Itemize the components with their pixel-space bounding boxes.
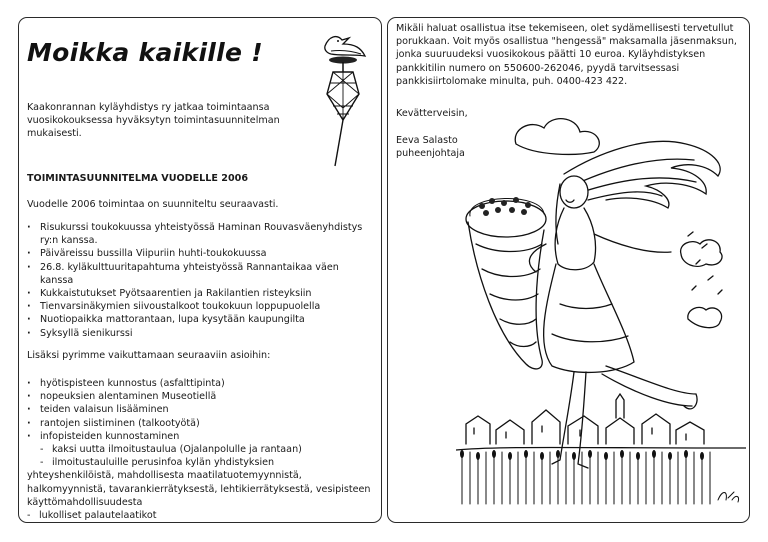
plan-list [27, 221, 375, 340]
aims-list [27, 377, 375, 522]
list-item-label: infopisteiden kunnostaminen [40, 430, 180, 442]
list-item [27, 430, 375, 470]
sub-item: - kaksi uutta ilmoitustaulua (Ojalanpolulle ja rantaan) [40, 443, 375, 456]
signer-name: Eeva Salasto [396, 135, 458, 146]
page-title: Moikka kaikille ! [27, 38, 264, 67]
sub-item: - lukolliset palautelaatikot [27, 509, 375, 522]
greeting: Kevätterveisin, [396, 108, 468, 119]
spring-maiden-with-cornucopia-illustration [456, 104, 746, 514]
list-item: · teiden valaisun lisääminen [27, 403, 375, 416]
list-item: · Tienvarsinäkymien siivoustalkoot toukokuun loppupuolella [27, 300, 375, 313]
sub-item: - ilmoitustauluille perusinfoa kylän yhdistyksien [40, 456, 375, 469]
seagull-on-net-float-icon [309, 28, 369, 168]
list-item: · Syksyllä sienikurssi [27, 327, 375, 340]
intro-text: Kaakonrannan kyläyhdistys ry jatkaa toimintaansa vuosikokouksessa hyväksytyn toimintasuunnitelman mukaisesti. [27, 102, 280, 140]
list-item: · Kukkaistutukset Pyötsaarentien ja Rakilantien risteyksiin [27, 287, 375, 300]
sub-list [40, 443, 375, 469]
list-item: · nopeuksien alentaminen Museotiellä [27, 390, 375, 403]
list-item: · Risukurssi toukokuussa yhteistyössä Haminan Rouvasväenyhdistys ry:n kanssa. [27, 221, 375, 247]
list-item: · Päiväreissu bussilla Viipuriin huhti-toukokuussa [27, 247, 375, 260]
right-panel [387, 17, 750, 523]
signature [396, 134, 465, 160]
sub-item-wrapper [27, 509, 375, 522]
list-item: · hyötispisteen kunnostus (asfalttipinta) [27, 377, 375, 390]
lead-text: Vuodelle 2006 toimintaa on suunniteltu seuraavasti. [27, 199, 279, 210]
left-panel [18, 17, 382, 523]
membership-paragraph: Mikäli haluat osallistua itse tekemiseen, olet sydämellisesti tervetullut porukkaan. Voit myös osallistua "hengessä" maksamalla jäsenmaksun, jonka suuruudeksi vuosikokous päätti 10 euroa. Kyläyhdistyksen pankkitilin numero on 550600-262046, pyydä tarvitsessasi pankkisiirtolomake minulta, puh. 0400-423 422. [396, 23, 737, 87]
list-item: · rantojen siistiminen (talkootyötä) [27, 417, 375, 430]
list-item: · 26.8. kyläkulttuuritapahtuma yhteistyössä Rannantaikaa väen kanssa [27, 261, 375, 287]
sub-item-continuation: yhteyshenkilöistä, mahdollisesta maatilatuotemyynnistä, halkomyynnistä, tavarankierrätyksestä, lehtikierrätyksestä, vesipisteen käyttömahdollisuudesta [27, 470, 371, 508]
list-item: · Nuotiopaikka mattorantaan, lupa kysytään kaupungilta [27, 313, 375, 326]
signer-role: puheenjohtaja [396, 148, 465, 160]
section-heading: TOIMINTASUUNNITELMA VUODELLE 2006 [27, 173, 248, 184]
aims-intro: Lisäksi pyrimme vaikuttamaan seuraaviin asioihin: [27, 350, 271, 361]
